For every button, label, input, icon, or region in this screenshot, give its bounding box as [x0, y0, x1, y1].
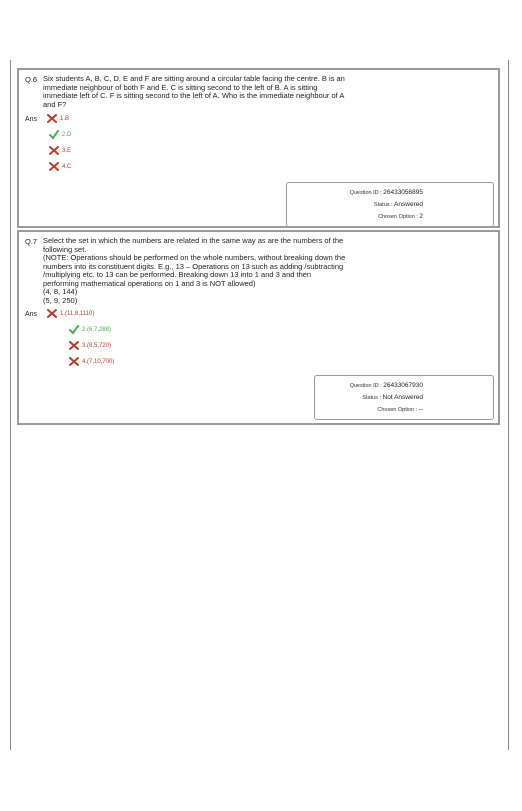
question-panel-q6: [17, 68, 500, 228]
chosen-option-value: 2: [419, 213, 423, 220]
question-info-box: [314, 375, 494, 420]
question-id-label: Question ID :: [349, 383, 382, 389]
status-row: [362, 394, 423, 401]
cross-icon: [49, 162, 59, 171]
status-label: Status :: [373, 202, 393, 208]
question-id-value: 26433056895: [383, 189, 423, 196]
cross-icon: [49, 146, 59, 155]
chosen-option-value: --: [418, 406, 423, 413]
option-label: 1.B: [60, 115, 70, 122]
option-3: [69, 341, 111, 350]
status-row: [374, 201, 423, 208]
option-label: 2.(6,7,288): [82, 326, 112, 333]
option-2: [69, 325, 111, 334]
chosen-option-row: [377, 406, 423, 413]
question-number: Q.7: [25, 237, 38, 246]
check-icon: [69, 325, 79, 334]
option-3: [49, 146, 71, 155]
answer-label: Ans: [25, 311, 38, 318]
question-text: Six students A, B, C, D, E and F are sitting around a circular table facing the centre. B is an immediate neighbour of both F and E. C is sitting second to the left of B. A is sitting immediate left of C. F is sitting second to the left of A. Who is the immediate neighbour of A and F?: [43, 74, 345, 109]
question-text: Select the set in which the numbers are related in the same way as are the numbers of the following set. (NOTE: Operations should be performed on the whole numbers, without breaking down the numbers into its constituent digits. E.g., 13 – Operations on 13 such as adding /subtracting /multiplying etc. to 13 can be performed. Breaking down 13 into 1 and 3 and then performing mathematical operations on 1 and 3 is NOT allowed) (4, 8, 144) (5, 9, 250): [43, 236, 346, 305]
page-right-border: [508, 60, 509, 750]
question-id-label: Question ID :: [349, 190, 382, 196]
option-1: [47, 309, 94, 318]
option-label: 4.(7,10,700): [82, 358, 115, 365]
question-number: Q.6: [25, 75, 38, 84]
chosen-option-label: Chosen Option :: [378, 214, 418, 220]
option-label: 3.E: [62, 147, 72, 154]
option-1: [47, 114, 69, 123]
page-left-border: [10, 60, 11, 750]
option-2: [49, 130, 71, 139]
option-label: 1.(11,8,1110): [60, 310, 95, 317]
cross-icon: [69, 341, 79, 350]
option-label: 3.(8,5,720): [82, 342, 112, 349]
question-id-row: [350, 382, 423, 389]
chosen-option-row: [378, 213, 423, 220]
status-value: Answered: [394, 201, 423, 208]
option-4: [49, 162, 71, 171]
question-id-row: [350, 189, 423, 196]
check-icon: [49, 130, 59, 139]
option-4: [69, 357, 114, 366]
cross-icon: [47, 309, 57, 318]
status-label: Status :: [362, 395, 381, 401]
answer-label: Ans: [25, 116, 38, 123]
status-value: Not Answered: [382, 394, 423, 401]
chosen-option-label: Chosen Option :: [377, 407, 418, 413]
question-info-box: [286, 182, 494, 227]
option-label: 2.D: [62, 131, 72, 138]
cross-icon: [47, 114, 57, 123]
cross-icon: [69, 357, 79, 366]
question-id-value: 26433067930: [383, 382, 423, 389]
question-panel-q7: [17, 230, 500, 425]
option-label: 4.C: [62, 163, 72, 170]
